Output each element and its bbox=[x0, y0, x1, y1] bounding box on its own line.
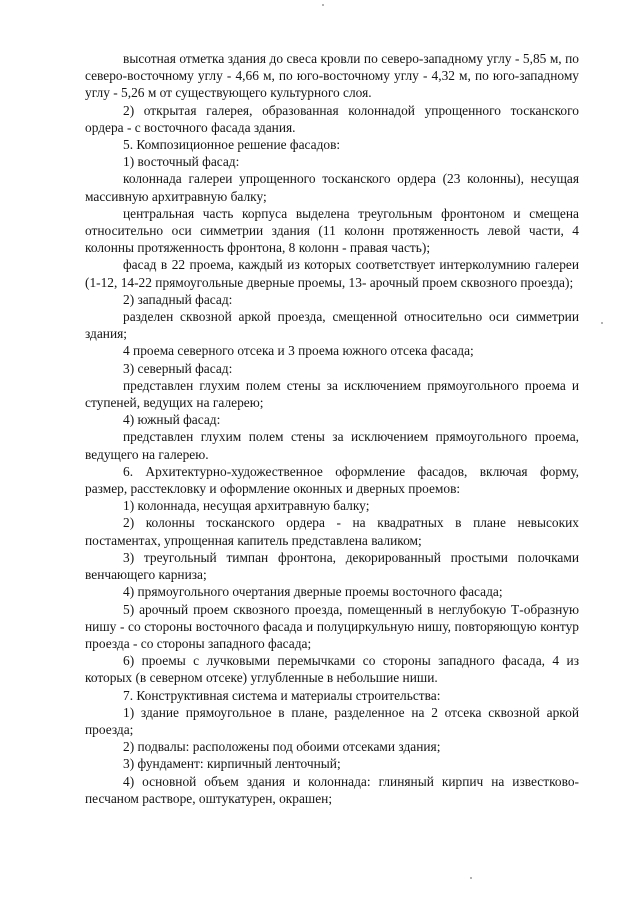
paragraph-north-facade: представлен глухим полем стены за исключением прямоугольного проема и ступеней, ведущих на галерею; bbox=[85, 377, 579, 411]
paragraph-colonnade: колоннада галереи упрощенного тосканского ордера (23 колонны), несущая массивную архитравную балку; bbox=[85, 171, 579, 204]
section-heading-6: 6. Архитектурно-художественное оформление фасадов, включая форму, размер, расстекловку и оформление оконных и дверных проемов: bbox=[85, 463, 579, 497]
paragraph-item-basements: 2) подвалы: расположены под обоими отсеками здания; bbox=[123, 739, 441, 755]
paragraph-item-tympanum: 3) треугольный тимпан фронтона, декорированный простыми полочками венчающего карниза; bbox=[85, 549, 579, 583]
paragraph-item-colonnade: 1) колоннада, несущая архитравную балку; bbox=[123, 498, 370, 514]
paragraph-west-openings: 4 проема северного отсека и 3 проема южного отсека фасада; bbox=[123, 343, 474, 359]
paragraph-west-facade-heading: 2) западный фасад: bbox=[123, 291, 233, 307]
paragraph-item-door-openings: 4) прямоугольного очертания дверные проемы восточного фасада; bbox=[123, 584, 503, 600]
paragraph-central-part: центральная часть корпуса выделена треугольным фронтоном и смещена относительно оси симметрии здания (11 колонн протяженность левой части, 4 колонны протяженность фронтона, 8 колонн - правая часть); bbox=[85, 205, 579, 256]
section-heading-5: 5. Композиционное решение фасадов: bbox=[123, 137, 341, 153]
paragraph-south-facade-heading: 4) южный фасад: bbox=[123, 412, 221, 428]
paragraph-facade-openings: фасад в 22 проема, каждый из которых соответствует интерколумнию галереи (1-12, 14-22 прямоугольные дверные проемы, 13- арочный проем сквозного проезда); bbox=[85, 257, 579, 290]
scan-speck bbox=[601, 322, 603, 324]
paragraph-gallery: 2) открытая галерея, образованная колоннадой упрощенного тосканского ордера - с восточного фасада здания. bbox=[85, 102, 579, 135]
paragraph-item-arch-niche: 5) арочный проем сквозного проезда, помещенный в неглубокую Т-образную нишу - со стороны восточного фасада и полуциркульную нишу, повторяющую контур проезда - со стороны западного фасада; bbox=[85, 601, 579, 651]
paragraph-west-arch: разделен сквозной аркой проезда, смещенной относительно оси симметрии здания; bbox=[85, 309, 579, 342]
scan-speck bbox=[470, 877, 472, 879]
paragraph-item-plan: 1) здание прямоугольное в плане, разделенное на 2 отсека сквозной аркой проезда; bbox=[85, 704, 579, 737]
paragraph-north-facade-heading: 3) северный фасад: bbox=[123, 360, 233, 376]
paragraph-item-foundation: 3) фундамент: кирпичный ленточный; bbox=[123, 756, 341, 772]
paragraph-south-facade: представлен глухим полем стены за исключением прямоугольного проема, ведущего на галерею. bbox=[85, 429, 579, 462]
paragraph-height-marks: высотная отметка здания до свеса кровли по северо-западному углу - 5,85 м, по северо-восточному углу - 4,66 м, по юго-восточному углу - 4,32 м, по юго-западному углу - 5,26 м от существующего культурного слоя. bbox=[85, 51, 579, 101]
scan-speck bbox=[322, 4, 324, 6]
paragraph-item-west-openings: 6) проемы с лучковыми перемычками со стороны западного фасада, 4 из которых (в северном отсеке) углубленные в небольшие ниши. bbox=[85, 653, 579, 686]
section-heading-7: 7. Конструктивная система и материалы строительства: bbox=[123, 687, 441, 703]
document-page bbox=[85, 50, 579, 807]
paragraph-item-columns: 2) колонны тосканского ордера - на квадратных в плане невысоких постаментах, упрощенная капитель представлена валиком; bbox=[85, 515, 579, 548]
paragraph-item-main-volume: 4) основной объем здания и колоннада: глиняный кирпич на известково-песчаном растворе, оштукатурен, окрашен; bbox=[85, 773, 579, 806]
paragraph-east-facade-heading: 1) восточный фасад: bbox=[123, 154, 240, 170]
